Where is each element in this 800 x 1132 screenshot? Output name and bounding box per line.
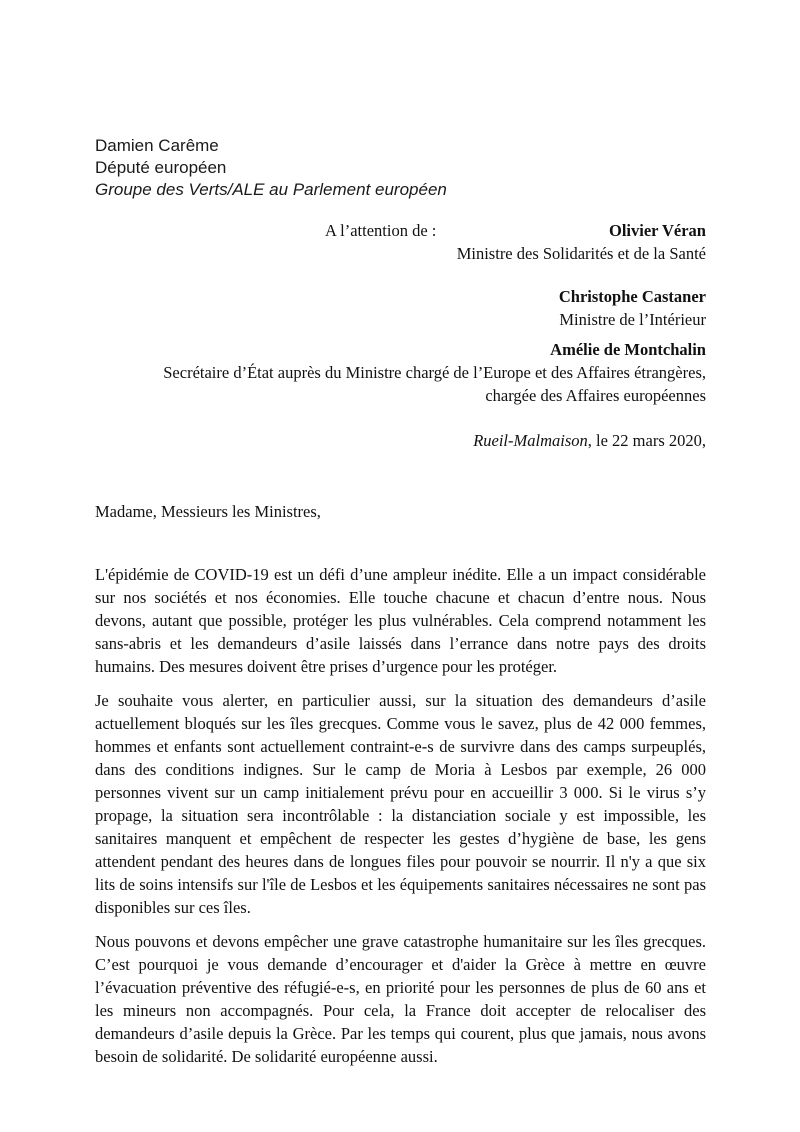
recipient-name: Amélie de Montchalin [550,340,706,359]
recipient-title: chargée des Affaires européennes [485,386,706,405]
recipient-group-montchalin [95,338,706,407]
salutation: Madame, Messieurs les Ministres, [95,502,321,521]
dateline [95,429,706,452]
sender-group: Groupe des Verts/ALE au Parlement européen [95,180,447,199]
recipients-block [95,219,706,407]
recipient-name: Christophe Castaner [558,287,706,306]
sender-name: Damien Carême [95,136,219,155]
recipient-title: Ministre des Solidarités et de la Santé [456,244,706,263]
sender-title: Député européen [95,158,227,177]
body-paragraph-3: Nous pouvons et devons empêcher une grave catastrophe humanitaire sur les îles grecques. C’est pourquoi je vous demande d’encourager et d'aider la Grèce à mettre en œuvre l’évacuation préventive des réfugié-e-s, en priorité pour les personnes de plus de 60 ans et les mineurs non accompagnés. Pour cela, la France doit accepter de relocaliser des demandeurs d’asile depuis la Grèce. Par les temps qui courent, plus que jamais, nous avons besoin de solidarité. De solidarité européenne aussi. [95,932,706,1066]
dateline-date: , le 22 mars 2020, [587,431,706,450]
attention-row [95,219,706,242]
body-paragraph-2: Je souhaite vous alerter, en particulier aussi, sur la situation des demandeurs d’asile actuellement bloqués sur les îles grecques. Comme vous le savez, plus de 42 000 femmes, hommes et enfants sont actuellement contraint-e-s de survivre dans des camps surpeuplés, dans des conditions indignes. Sur le camp de Moria à Lesbos par exemple, 26 000 personnes vivent sur un camp initialement prévu pour en accueillir 3 000. Si le virus s’y propage, la situation sera incontrôlable : la distanciation sociale y est impossible, les sanitaires manquent et empêchent de respecter les gestes d’hygiène de base, les gens attendent pendant des heures dans de longues files pour pouvoir se nourrir. Il n'y a que six lits de soins intensifs sur l'île de Lesbos et les équipements sanitaires nécessaires ne sont pas disponibles sur ces îles. [95,691,706,917]
attention-label: A l’attention de : [325,221,437,240]
recipient-title: Secrétaire d’État auprès du Ministre chargé de l’Europe et des Affaires étrangères, [163,363,706,382]
recipient-name: Olivier Véran [608,221,706,240]
recipient-title: Ministre de l’Intérieur [559,310,706,329]
recipient-group-veran [95,219,706,265]
recipient-group-castaner [95,285,706,331]
dateline-place: Rueil-Malmaison [473,431,588,450]
body-paragraph-1: L'épidémie de COVID-19 est un défi d’une ampleur inédite. Elle a un impact considérable sur nos sociétés et nos économies. Elle touche chacune et chacun d’entre nous. Nous devons, autant que possible, protéger les plus vulnérables. Cela comprend notamment les sans-abris et les demandeurs d’asile laissés dans l’errance dans notre pays des droits humains. Des mesures doivent être prises d’urgence pour les protéger. [95,565,706,676]
sender-letterhead [95,135,706,201]
